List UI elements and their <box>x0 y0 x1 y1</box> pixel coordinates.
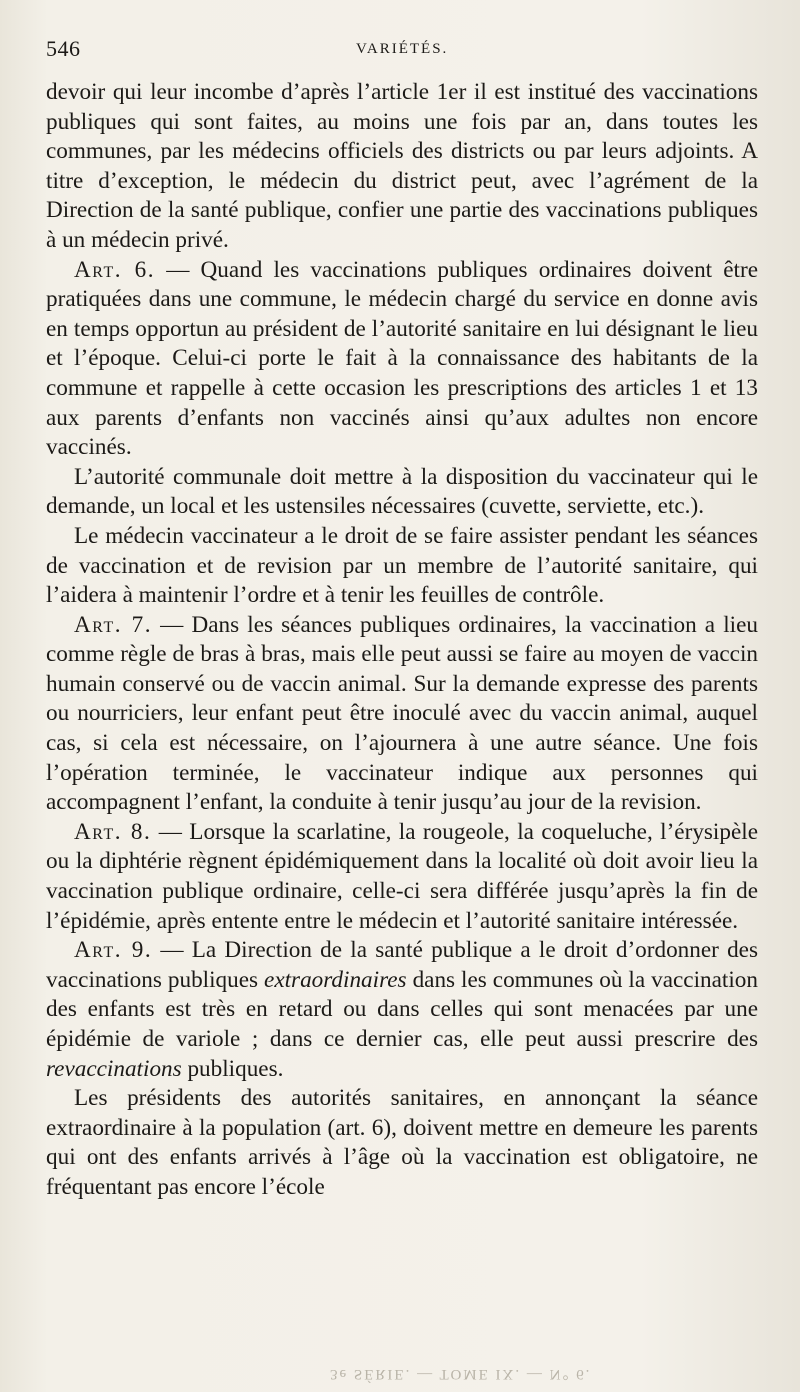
article-label: Art. 9. <box>74 937 153 964</box>
paragraph-art-6 <box>46 256 758 463</box>
running-head: VARIÉTÉS. <box>356 41 449 57</box>
italic-term: extraordinaires <box>264 966 407 993</box>
paragraph-art-9 <box>46 936 758 1084</box>
body-text <box>46 78 758 1203</box>
paragraph-art-7 <box>46 611 758 818</box>
page-number: 546 <box>46 36 81 61</box>
paragraph: Le médecin vaccinateur a le droit de se faire assister pendant les séances de vaccination et de revision par un membre de l’autorité sanitaire, qui l’aidera à maintenir l’ordre et à tenir les feuilles de contrôle. <box>46 522 758 609</box>
paragraph-text: dans les communes où la vaccination des enfants est très en retard ou dans celles qui sont menacées par une épidémie de variole ; dans ce dernier cas, elle peut aussi prescrire des <box>46 966 758 1052</box>
paragraph-text: — La Direction de la santé publique a le droit d’ordonner des vaccinations publiques <box>46 937 758 993</box>
paragraph-continued: devoir qui leur incombe d’après l’article 1er il est institué des vaccinations publiques qui sont faites, au moins une fois par an, dans toutes les communes, par les médecins officiels des districts ou par leurs adjoints. A titre d’exception, le médecin du district peut, avec l’agrément de la Direction de la santé publique, confier une partie des vaccinations publiques à un médecin privé. <box>46 79 758 253</box>
paragraph-text: — Dans les séances publiques ordinaires, la vaccination a lieu comme règle de bras à bras, mais elle peut aussi se faire au moyen de vaccin humain conservé ou de vaccin animal. Sur la demande expresse des parents ou nourriciers, leur enfant peut être inoculé avec du vaccin animal, auquel cas, si cela est nécessaire, on l’ajournera à une autre séance. Une fois l’opération terminée, le vaccinateur indique aux personnes qui accompagnent l’enfant, la conduite à tenir jusqu’au jour de la revision. <box>46 611 758 816</box>
paragraph-text: publiques. <box>181 1055 284 1082</box>
paragraph-art-8 <box>46 818 758 936</box>
italic-term: revaccinations <box>46 1055 182 1082</box>
page-header <box>46 36 770 66</box>
paragraph: L’autorité communale doit mettre à la disposition du vaccinateur qui le demande, un local et les ustensiles nécessaires (cuvette, serviette, etc.). <box>46 463 758 520</box>
bleed-through-footer: 3e SÉRIE. — TOME IX. — N° 6. <box>330 1366 592 1382</box>
article-label: Art. 8. <box>74 818 152 845</box>
article-label: Art. 6. <box>74 256 156 283</box>
paragraph: Les présidents des autorités sanitaires, en annonçant la séance extraordinaire à la population (art. 6), doivent mettre en demeure les parents qui ont des enfants arrivés à l’âge où la vaccination est obligatoire, ne fréquentant pas encore l’école <box>46 1085 758 1200</box>
article-label: Art. 7. <box>74 611 153 638</box>
paragraph-text: — Quand les vaccinations publiques ordinaires doivent être pratiquées dans une commune, le médecin chargé du service en donne avis en temps opportun au président de l’autorité sanitaire en lui désignant le lieu et l’époque. Celui-ci porte le fait à la connaissance des habitants de la commune et rappelle à cette occasion les prescriptions des articles 1 et 13 aux parents d’enfants non vaccinés ainsi qu’aux adultes non encore vaccinés. <box>46 256 758 461</box>
paragraph-text: — Lorsque la scarlatine, la rougeole, la coqueluche, l’érysipèle ou la diphtérie règnent épidémiquement dans la localité où doit avoir lieu la vaccination publique ordinaire, celle-ci sera différée jusqu’après la fin de l’épidémie, après entente entre le médecin et l’autorité sanitaire intéressée. <box>46 818 758 934</box>
